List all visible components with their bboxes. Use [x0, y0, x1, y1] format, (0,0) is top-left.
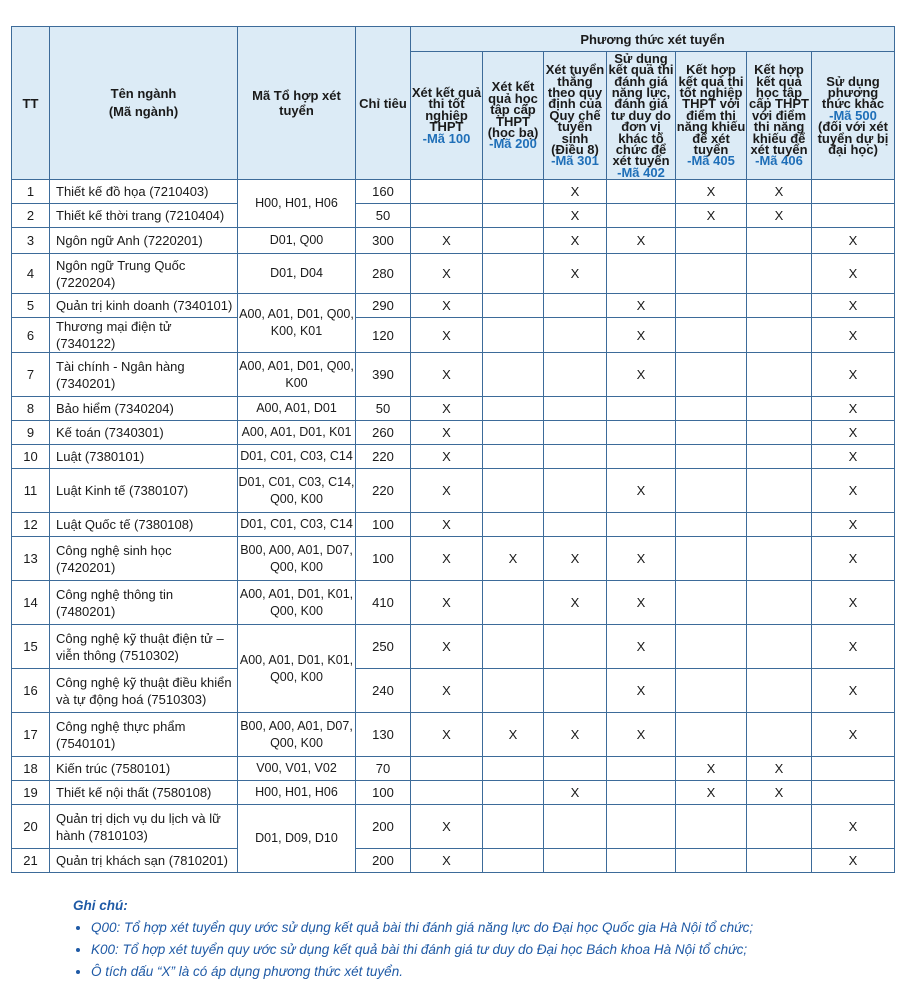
subject-combo: A00, A01, D01, Q00, K00, K01	[238, 294, 356, 353]
method-code: -Mã 200	[489, 136, 537, 152]
major-name: Thiết kế thời trang (7210404)	[50, 204, 238, 228]
col-header-major	[50, 27, 238, 180]
method-2-mark	[483, 805, 544, 849]
method-4-mark: X	[607, 713, 676, 757]
method-2-mark	[483, 204, 544, 228]
method-3-mark	[544, 757, 607, 781]
method-7-mark: X	[812, 397, 895, 421]
quota: 250	[356, 625, 411, 669]
major-name: Luật Kinh tế (7380107)	[50, 469, 238, 513]
method-1-mark: X	[411, 849, 483, 873]
method-label: Xét kết quả thi tốt nghiệp THPT	[411, 84, 482, 135]
table-row	[12, 204, 895, 228]
method-6-mark	[747, 254, 812, 294]
method-6-mark	[747, 397, 812, 421]
method-1-mark: X	[411, 254, 483, 294]
method-4-mark: X	[607, 294, 676, 318]
quota: 70	[356, 757, 411, 781]
col-header-method-6	[747, 52, 812, 180]
method-4-mark: X	[607, 318, 676, 353]
method-5-mark: X	[676, 180, 747, 204]
method-extra: (đối với xét tuyển dự bị đại học)	[817, 119, 889, 158]
major-name: Thiết kế đồ họa (7210403)	[50, 180, 238, 204]
method-7-mark: X	[812, 805, 895, 849]
quota: 200	[356, 849, 411, 873]
subject-combo: H00, H01, H06	[238, 180, 356, 228]
method-5-mark	[676, 445, 747, 469]
method-1-mark: X	[411, 421, 483, 445]
method-4-mark: X	[607, 353, 676, 397]
method-4-mark	[607, 781, 676, 805]
method-label: Xét tuyển thẳng theo quy định của Quy chế tuyển sinh (Điều 8)	[545, 62, 605, 158]
note-item: • Q00: Tổ hợp xét tuyển quy ước sử dụng kết quả bài thi đánh giá năng lực do Đại học Quốc gia Hà Nội tổ chức;	[91, 917, 903, 939]
table-row	[12, 294, 895, 318]
method-6-mark: X	[747, 204, 812, 228]
method-5-mark	[676, 254, 747, 294]
method-6-mark	[747, 469, 812, 513]
quota: 50	[356, 204, 411, 228]
row-number: 7	[12, 353, 50, 397]
table-body	[12, 180, 895, 873]
row-number: 3	[12, 228, 50, 254]
method-3-mark	[544, 805, 607, 849]
method-6-mark	[747, 537, 812, 581]
method-1-mark: X	[411, 581, 483, 625]
row-number: 18	[12, 757, 50, 781]
row-number: 10	[12, 445, 50, 469]
method-7-mark	[812, 781, 895, 805]
row-number: 14	[12, 581, 50, 625]
table-row	[12, 513, 895, 537]
method-6-mark	[747, 445, 812, 469]
method-4-mark: X	[607, 469, 676, 513]
method-3-mark	[544, 353, 607, 397]
method-1-mark	[411, 204, 483, 228]
major-name: Bảo hiểm (7340204)	[50, 397, 238, 421]
note-item: • K00: Tổ hợp xét tuyển quy ước sử dụng kết quả bài thi đánh giá tư duy do Đại học Bách khoa Hà Nội tổ chức;	[91, 939, 903, 961]
method-1-mark: X	[411, 228, 483, 254]
table-row	[12, 469, 895, 513]
method-7-mark: X	[812, 294, 895, 318]
method-2-mark: X	[483, 537, 544, 581]
method-6-mark	[747, 294, 812, 318]
method-label: Kết hợp kết quả học tập cấp THPT với điểm thi năng khiếu để xét tuyển	[749, 62, 809, 158]
method-4-mark	[607, 805, 676, 849]
method-label: Kết hợp kết quả thi tốt nghiệp THPT với điểm thi năng khiếu để xét tuyển	[676, 62, 746, 158]
method-3-mark	[544, 397, 607, 421]
method-2-mark	[483, 625, 544, 669]
method-1-mark: X	[411, 353, 483, 397]
quota: 100	[356, 781, 411, 805]
major-name: Tài chính - Ngân hàng (7340201)	[50, 353, 238, 397]
method-3-mark: X	[544, 204, 607, 228]
major-name: Công nghệ sinh học (7420201)	[50, 537, 238, 581]
table-row	[12, 421, 895, 445]
method-5-mark	[676, 713, 747, 757]
method-4-mark: X	[607, 228, 676, 254]
method-4-mark: X	[607, 669, 676, 713]
quota: 200	[356, 805, 411, 849]
method-3-mark	[544, 294, 607, 318]
table-row	[12, 625, 895, 669]
method-4-mark: X	[607, 581, 676, 625]
major-name: Kiến trúc (7580101)	[50, 757, 238, 781]
table-row	[12, 318, 895, 353]
subject-combo: D01, C01, C03, C14, Q00, K00	[238, 469, 356, 513]
subject-combo: H00, H01, H06	[238, 781, 356, 805]
method-6-mark	[747, 513, 812, 537]
method-7-mark: X	[812, 625, 895, 669]
row-number: 13	[12, 537, 50, 581]
quota: 100	[356, 537, 411, 581]
quota: 220	[356, 445, 411, 469]
method-2-mark	[483, 581, 544, 625]
subject-combo: D01, C01, C03, C14	[238, 513, 356, 537]
method-2-mark	[483, 294, 544, 318]
method-4-mark	[607, 180, 676, 204]
method-7-mark: X	[812, 228, 895, 254]
subject-combo: D01, Q00	[238, 228, 356, 254]
method-1-mark: X	[411, 513, 483, 537]
method-3-mark	[544, 421, 607, 445]
method-2-mark: X	[483, 713, 544, 757]
method-2-mark	[483, 254, 544, 294]
method-5-mark	[676, 228, 747, 254]
method-3-mark	[544, 318, 607, 353]
col-header-method-5	[676, 52, 747, 180]
row-number: 15	[12, 625, 50, 669]
major-name: Công nghệ thực phẩm (7540101)	[50, 713, 238, 757]
row-number: 9	[12, 421, 50, 445]
method-4-mark: X	[607, 625, 676, 669]
row-number: 16	[12, 669, 50, 713]
method-1-mark: X	[411, 805, 483, 849]
method-2-mark	[483, 513, 544, 537]
method-7-mark	[812, 180, 895, 204]
col-header-method-1	[411, 52, 483, 180]
col-header-method-3	[544, 52, 607, 180]
method-6-mark: X	[747, 781, 812, 805]
method-3-mark: X	[544, 180, 607, 204]
method-4-mark	[607, 757, 676, 781]
row-number: 4	[12, 254, 50, 294]
method-1-mark: X	[411, 625, 483, 669]
method-2-mark	[483, 228, 544, 254]
table-row	[12, 445, 895, 469]
major-name: Công nghệ thông tin (7480201)	[50, 581, 238, 625]
method-6-mark: X	[747, 180, 812, 204]
row-number: 21	[12, 849, 50, 873]
method-6-mark	[747, 581, 812, 625]
major-name: Công nghệ kỹ thuật điện tử – viễn thông (7510302)	[50, 625, 238, 669]
table-row	[12, 397, 895, 421]
method-3-mark: X	[544, 537, 607, 581]
notes-title: Ghi chú:	[73, 898, 128, 913]
method-label: Xét kết quả học tập cấp THPT (học bạ)	[487, 79, 539, 140]
method-4-mark	[607, 204, 676, 228]
col-header-method-7	[812, 52, 895, 180]
quota: 100	[356, 513, 411, 537]
method-3-mark: X	[544, 254, 607, 294]
row-number: 2	[12, 204, 50, 228]
method-1-mark: X	[411, 318, 483, 353]
method-3-mark: X	[544, 781, 607, 805]
method-6-mark	[747, 318, 812, 353]
quota: 220	[356, 469, 411, 513]
table-row	[12, 781, 895, 805]
method-1-mark: X	[411, 669, 483, 713]
method-6-mark	[747, 669, 812, 713]
quota: 260	[356, 421, 411, 445]
subject-combo: A00, A01, D01, K01, Q00, K00	[238, 625, 356, 713]
method-code: -Mã 406	[755, 153, 803, 169]
method-7-mark	[812, 204, 895, 228]
quota: 390	[356, 353, 411, 397]
major-name: Thương mại điện tử (7340122)	[50, 318, 238, 353]
method-4-mark	[607, 254, 676, 294]
major-name: Công nghệ kỹ thuật điều khiển và tự động hoá (7510303)	[50, 669, 238, 713]
subject-combo: B00, A00, A01, D07, Q00, K00	[238, 537, 356, 581]
method-label: Sử dụng kết quả thi đánh giá năng lực, đánh giá tư duy do đơn vị khác tổ chức để xét tuyển	[608, 50, 674, 169]
method-5-mark	[676, 625, 747, 669]
method-2-mark	[483, 318, 544, 353]
method-6-mark	[747, 421, 812, 445]
method-5-mark: X	[676, 781, 747, 805]
admission-table	[11, 26, 895, 873]
row-number: 11	[12, 469, 50, 513]
method-1-mark: X	[411, 445, 483, 469]
table-header	[12, 27, 895, 180]
method-4-mark	[607, 849, 676, 873]
method-7-mark: X	[812, 353, 895, 397]
major-name: Luật Quốc tế (7380108)	[50, 513, 238, 537]
quota: 120	[356, 318, 411, 353]
col-header-quota: Chỉ tiêu	[356, 27, 411, 180]
subject-combo: A00, A01, D01	[238, 397, 356, 421]
method-2-mark	[483, 669, 544, 713]
method-6-mark	[747, 353, 812, 397]
col-header-methods-group: Phương thức xét tuyển	[411, 27, 895, 52]
method-3-mark	[544, 469, 607, 513]
col-header-method-2	[483, 52, 544, 180]
col-header-major-name: Tên ngành	[110, 86, 177, 101]
method-5-mark	[676, 581, 747, 625]
method-1-mark: X	[411, 537, 483, 581]
table-row	[12, 757, 895, 781]
table-row	[12, 254, 895, 294]
col-header-combo: Mã Tổ hợp xét tuyển	[238, 27, 356, 180]
table-row	[12, 669, 895, 713]
quota: 160	[356, 180, 411, 204]
method-7-mark: X	[812, 421, 895, 445]
method-6-mark	[747, 805, 812, 849]
method-7-mark: X	[812, 581, 895, 625]
method-6-mark	[747, 849, 812, 873]
notes-list	[73, 917, 903, 983]
method-2-mark	[483, 421, 544, 445]
table-row	[12, 849, 895, 873]
row-number: 5	[12, 294, 50, 318]
subject-combo: D01, D09, D10	[238, 805, 356, 873]
method-5-mark	[676, 318, 747, 353]
method-5-mark: X	[676, 757, 747, 781]
subject-combo: V00, V01, V02	[238, 757, 356, 781]
method-5-mark	[676, 397, 747, 421]
method-2-mark	[483, 397, 544, 421]
table-row	[12, 805, 895, 849]
method-7-mark: X	[812, 513, 895, 537]
major-name: Quản trị khách sạn (7810201)	[50, 849, 238, 873]
method-code: -Mã 402	[617, 164, 665, 180]
row-number: 20	[12, 805, 50, 849]
method-1-mark: X	[411, 294, 483, 318]
method-7-mark: X	[812, 713, 895, 757]
method-7-mark: X	[812, 849, 895, 873]
note-item: • Ô tích dấu “X” là có áp dụng phương thức xét tuyển.	[91, 961, 903, 983]
method-5-mark	[676, 537, 747, 581]
table-row	[12, 537, 895, 581]
table-row	[12, 180, 895, 204]
method-1-mark: X	[411, 713, 483, 757]
method-2-mark	[483, 353, 544, 397]
quota: 300	[356, 228, 411, 254]
quota: 130	[356, 713, 411, 757]
col-header-tt: TT	[12, 27, 50, 180]
method-5-mark	[676, 805, 747, 849]
subject-combo: D01, C01, C03, C14	[238, 445, 356, 469]
quota: 240	[356, 669, 411, 713]
method-6-mark: X	[747, 757, 812, 781]
subject-combo: A00, A01, D01, K01, Q00, K00	[238, 581, 356, 625]
method-6-mark	[747, 625, 812, 669]
method-1-mark: X	[411, 469, 483, 513]
subject-combo: D01, D04	[238, 254, 356, 294]
col-header-major-code: (Mã ngành)	[108, 104, 179, 119]
major-name: Thiết kế nội thất (7580108)	[50, 781, 238, 805]
method-5-mark	[676, 669, 747, 713]
major-name: Quản trị dịch vụ du lịch và lữ hành (7810103)	[50, 805, 238, 849]
method-code: -Mã 500	[829, 107, 877, 123]
method-code: -Mã 100	[422, 130, 471, 146]
method-5-mark	[676, 469, 747, 513]
method-1-mark	[411, 180, 483, 204]
subject-combo: B00, A00, A01, D07, Q00, K00	[238, 713, 356, 757]
table-row	[12, 581, 895, 625]
major-name: Kế toán (7340301)	[50, 421, 238, 445]
subject-combo: A00, A01, D01, K01	[238, 421, 356, 445]
method-2-mark	[483, 180, 544, 204]
method-2-mark	[483, 849, 544, 873]
method-7-mark: X	[812, 669, 895, 713]
method-3-mark: X	[544, 581, 607, 625]
method-1-mark	[411, 757, 483, 781]
method-label: Sử dụng phương thức khác	[821, 73, 885, 112]
method-3-mark	[544, 513, 607, 537]
method-6-mark	[747, 228, 812, 254]
quota: 50	[356, 397, 411, 421]
row-number: 1	[12, 180, 50, 204]
notes-section	[73, 898, 903, 983]
subject-combo: A00, A01, D01, Q00, K00	[238, 353, 356, 397]
method-2-mark	[483, 445, 544, 469]
method-4-mark	[607, 445, 676, 469]
table-row	[12, 353, 895, 397]
quota: 290	[356, 294, 411, 318]
method-3-mark	[544, 445, 607, 469]
row-number: 19	[12, 781, 50, 805]
col-header-method-4	[607, 52, 676, 180]
major-name: Luật (7380101)	[50, 445, 238, 469]
method-5-mark	[676, 353, 747, 397]
method-3-mark	[544, 849, 607, 873]
method-code: -Mã 405	[687, 153, 735, 169]
method-1-mark	[411, 781, 483, 805]
method-7-mark: X	[812, 254, 895, 294]
table-row	[12, 713, 895, 757]
method-7-mark: X	[812, 445, 895, 469]
quota: 280	[356, 254, 411, 294]
method-5-mark	[676, 294, 747, 318]
table-row	[12, 228, 895, 254]
method-7-mark: X	[812, 318, 895, 353]
method-5-mark	[676, 421, 747, 445]
method-4-mark: X	[607, 537, 676, 581]
major-name: Quản trị kinh doanh (7340101)	[50, 294, 238, 318]
method-2-mark	[483, 469, 544, 513]
method-6-mark	[747, 713, 812, 757]
method-4-mark	[607, 513, 676, 537]
method-1-mark: X	[411, 397, 483, 421]
method-3-mark: X	[544, 228, 607, 254]
row-number: 12	[12, 513, 50, 537]
major-name: Ngôn ngữ Anh (7220201)	[50, 228, 238, 254]
row-number: 6	[12, 318, 50, 353]
method-2-mark	[483, 781, 544, 805]
method-7-mark: X	[812, 537, 895, 581]
row-number: 8	[12, 397, 50, 421]
method-7-mark: X	[812, 469, 895, 513]
method-3-mark: X	[544, 713, 607, 757]
method-5-mark	[676, 513, 747, 537]
method-5-mark	[676, 849, 747, 873]
method-3-mark	[544, 625, 607, 669]
method-5-mark: X	[676, 204, 747, 228]
method-7-mark	[812, 757, 895, 781]
method-3-mark	[544, 669, 607, 713]
major-name: Ngôn ngữ Trung Quốc (7220204)	[50, 254, 238, 294]
method-code: -Mã 301	[551, 153, 599, 169]
method-2-mark	[483, 757, 544, 781]
quota: 410	[356, 581, 411, 625]
method-4-mark	[607, 397, 676, 421]
row-number: 17	[12, 713, 50, 757]
method-4-mark	[607, 421, 676, 445]
